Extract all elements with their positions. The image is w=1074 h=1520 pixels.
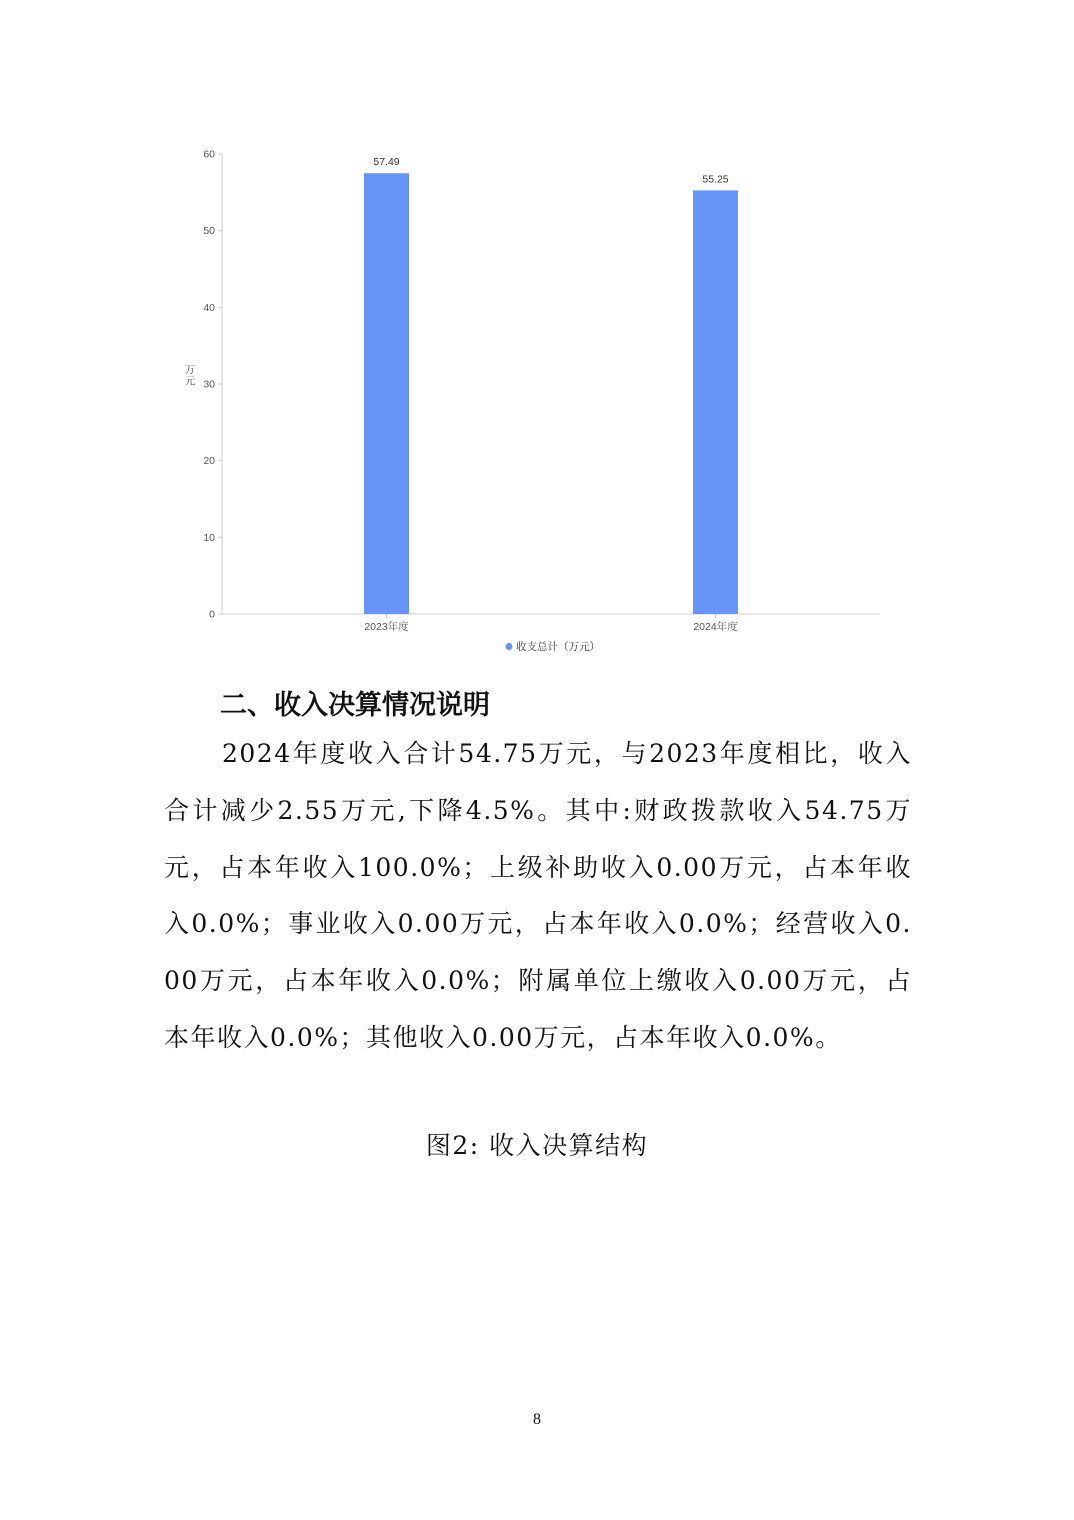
y-tick-label: 0: [209, 608, 215, 621]
x-tick-label: 2023年度: [364, 621, 409, 633]
y-tick-label: 60: [203, 148, 215, 161]
bars: [364, 156, 738, 614]
figure-caption: 图2: 收入决算结构: [425, 1131, 649, 1160]
bar-data-label: 57.49: [373, 156, 400, 169]
y-tick-label: 40: [203, 301, 215, 314]
bar-data-label: 55.25: [702, 173, 729, 186]
x-tick-label: 2024年度: [693, 621, 738, 633]
section-heading: 二、收入决算情况说明: [220, 690, 490, 721]
y-tick-label: 20: [203, 455, 215, 468]
y-tick-label: 10: [203, 531, 215, 544]
bar-1: [364, 173, 409, 614]
income-description-paragraph: 2024年度收入合计54.75万元，与2023年度相比，收入合计减少2.55万元,下降4.5%。其中:财政拨款收入54.75万元，占本年收入100.0%；上级补助收入0.00万元，占本年收入0.0%；事业收入0.00万元，占本年收入0.0%；经营收入0.00万元，占本年收入0.0%；附属单位上缴收入0.00万元，占本年收入0.0%；其他收入0.00万元，占本年收入0.0%。: [164, 739, 912, 1052]
y-axis-title: 万元: [184, 364, 196, 387]
y-tick-label: 50: [203, 225, 215, 238]
y-axis: [185, 149, 222, 621]
bar-2: [693, 190, 738, 614]
y-tick-label: 30: [203, 378, 215, 391]
chart-legend: [506, 640, 601, 653]
x-axis: [222, 614, 880, 633]
income-expenditure-bar-chart: [0, 0, 1074, 680]
page-number: 8: [533, 1411, 541, 1428]
legend-marker: [506, 643, 513, 650]
legend-label: 收支总计（万元）: [516, 641, 600, 653]
